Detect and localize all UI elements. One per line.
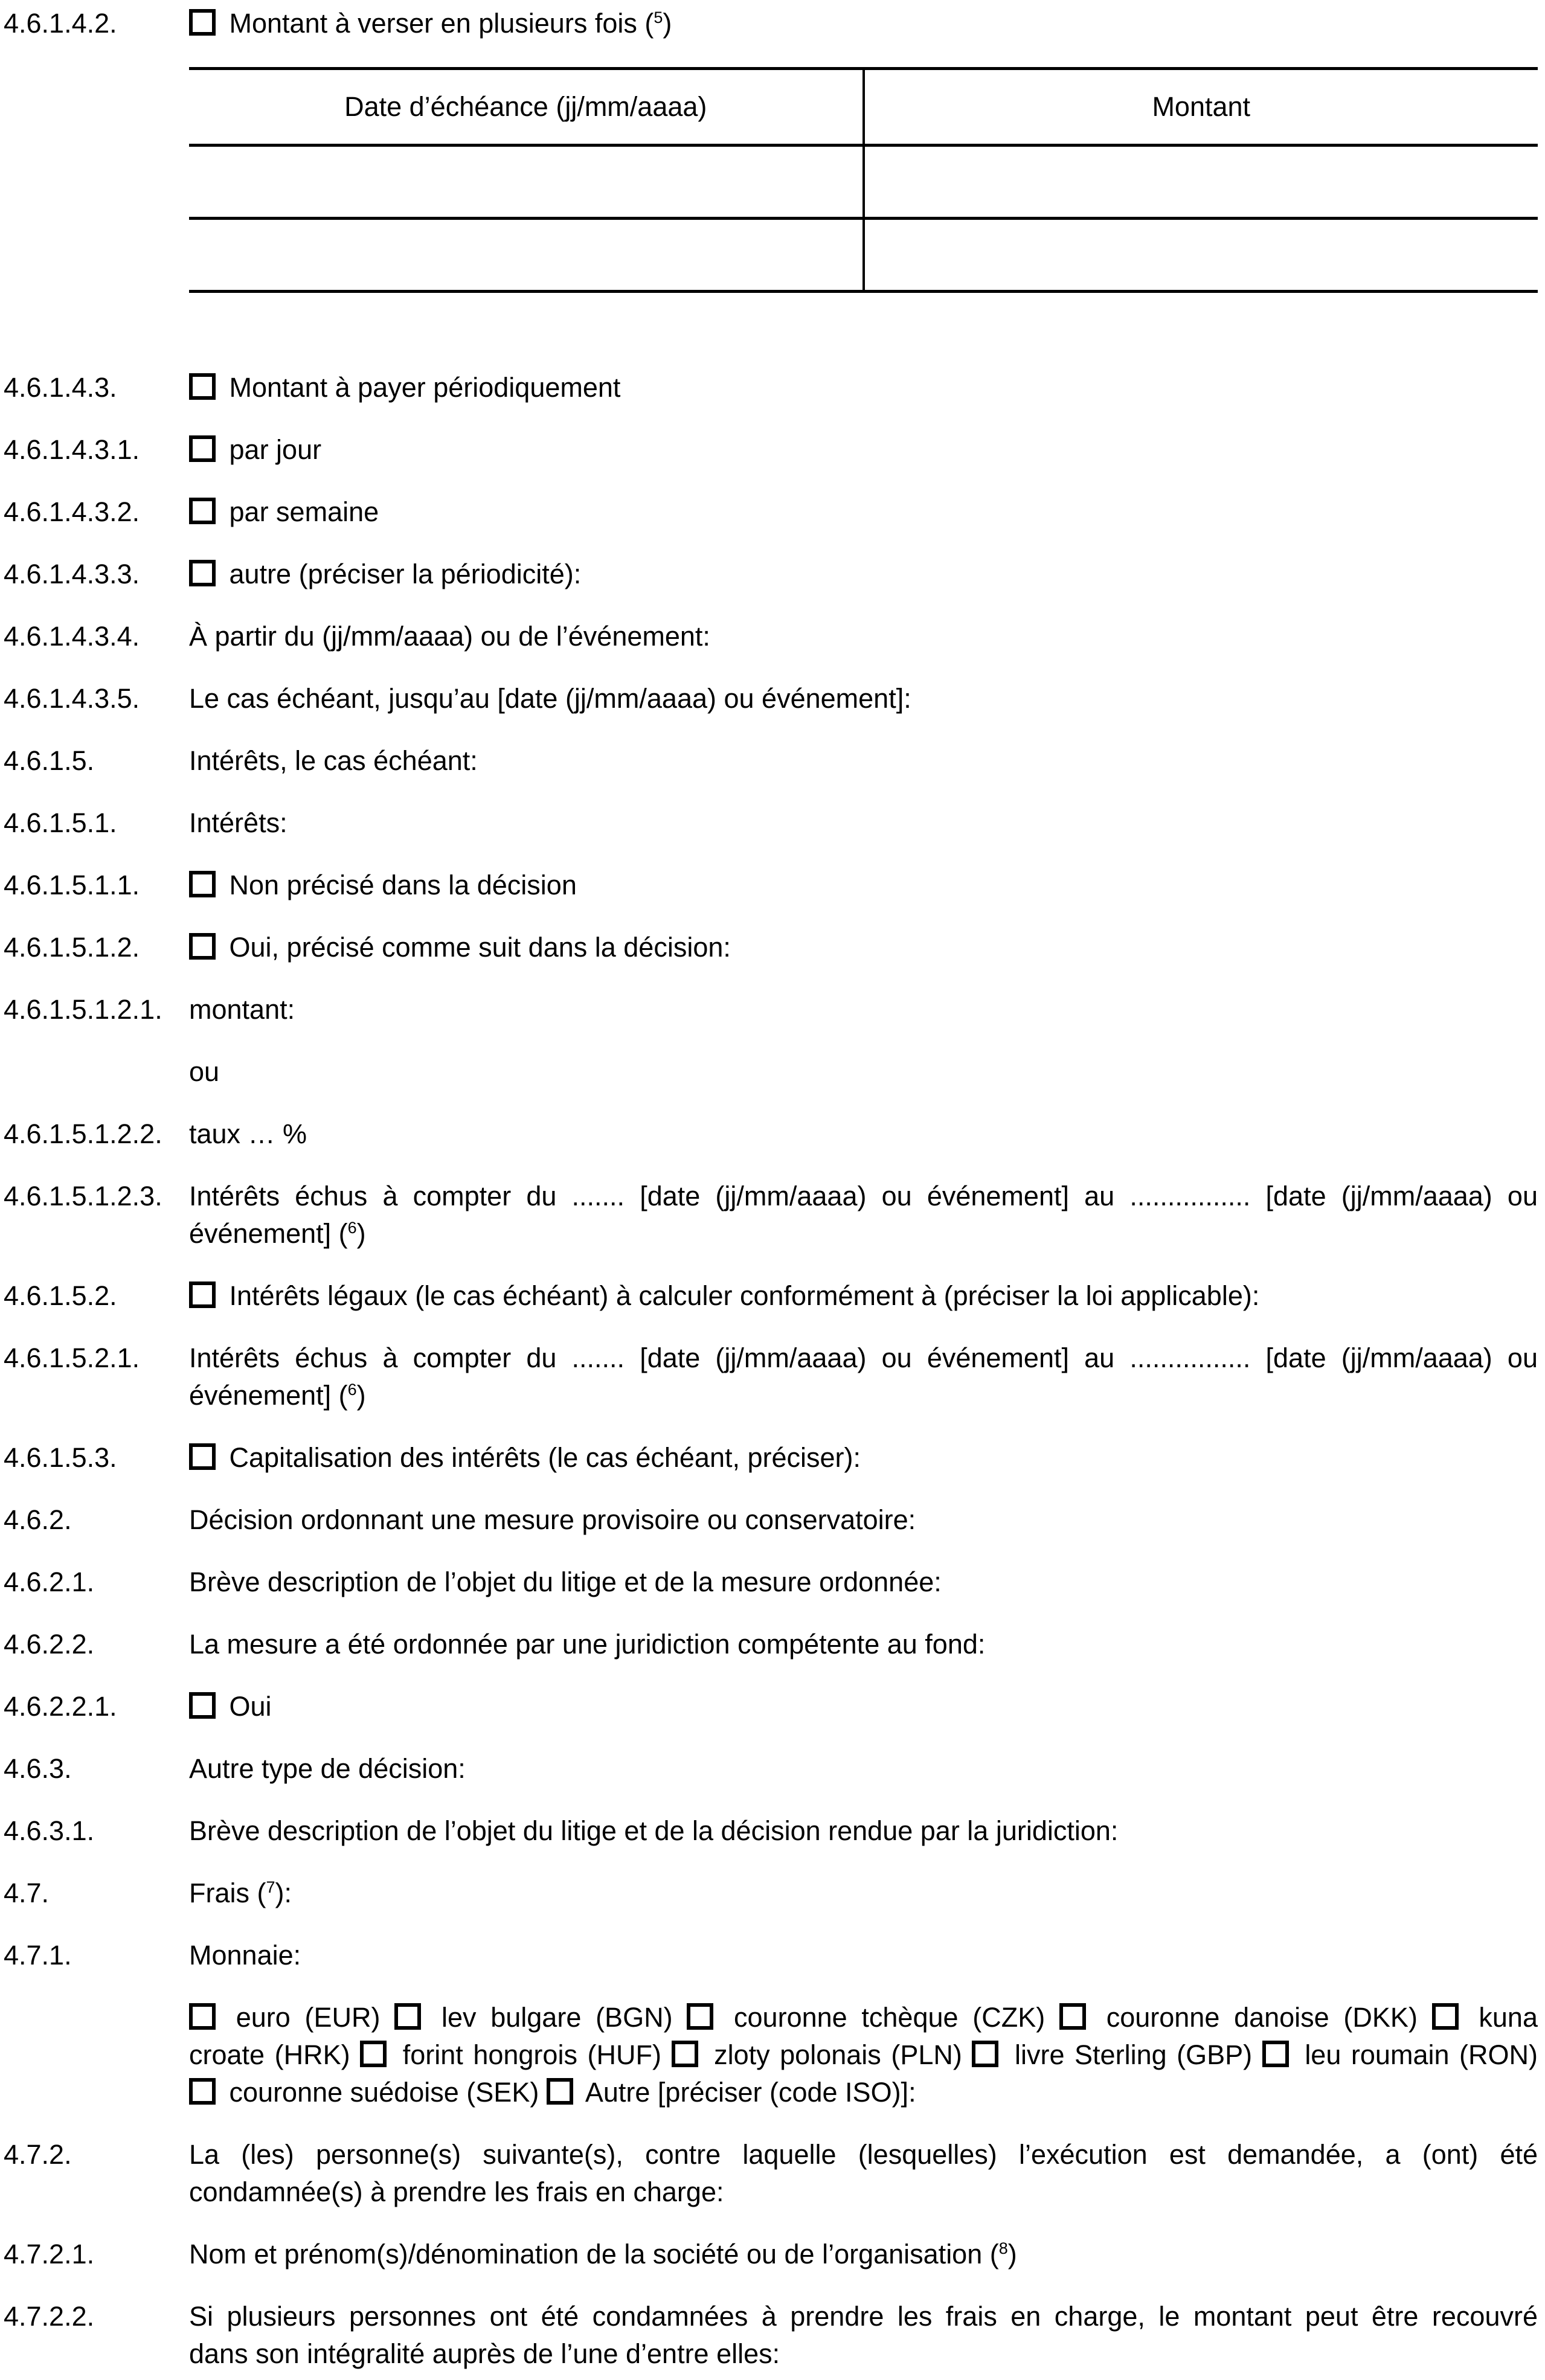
currency-option: zloty polonais (PLN) [714,2039,962,2070]
item-text: Intérêts: [189,807,287,838]
item-number: 4.6.1.5. [4,745,95,776]
table-row [189,219,1538,292]
item-text: Intérêts, le cas échéant: [189,745,478,776]
paragraph-line: Intérêts échus à compter du ....... [date (jj/mm/aaaa) ou événement] au ................ [date (jj/mm/aaaa) ou [189,1342,1538,1373]
item-4-7-2-1 [4,2236,1538,2273]
item-number: 4.6.2.2. [4,1629,95,1660]
paragraph-line: Si plusieurs personnes ont été condamnées à prendre les frais en charge, le montant peut être recouvré [189,2301,1538,2332]
item-4-6-2 [4,1501,1538,1539]
item-number: 4.6.1.5.1.2. [4,932,140,963]
table-header-amount: Montant [864,69,1538,146]
item-4-6-2-1 [4,1564,1538,1601]
currency-option: croate (HRK) [189,2039,350,2070]
item-text [189,1339,1538,1414]
item-text: Montant à payer périodiquement [189,369,1538,406]
currency-option: leu roumain (RON) [1305,2039,1538,2070]
item-number: 4.6.2.2.1. [4,1691,117,1722]
item-4-6-1-4-3-5 [4,680,1538,717]
paragraph-line: Intérêts échus à compter du ....... [date (jj/mm/aaaa) ou événement] au ................ [date (jj/mm/aaaa) ou [189,1181,1538,1211]
item-text: Oui, précisé comme suit dans la décision: [189,929,1538,966]
currency-option: euro (EUR) [236,2002,381,2033]
item-4-6-1-5-1-1 [4,867,1538,904]
item-text: Brève description de l’objet du litige et de la décision rendue par la juridiction: [189,1815,1119,1846]
item-4-6-1-5-3 [4,1439,1538,1477]
table-row [189,146,1538,219]
item-number [4,1053,189,1091]
footnote-ref: 6 [347,1219,357,1237]
item-text: Le cas échéant, jusqu’au [date (jj/mm/aaaa) ou événement]: [189,683,911,714]
footnote-ref: 6 [347,1381,357,1399]
item-number: 4.6.1.5.1.2.1. [4,994,162,1025]
checkbox-icon[interactable] [189,9,216,36]
item-text: par semaine [189,493,1538,531]
item-number: 4.6.1.4.3. [4,372,117,403]
paragraph-line [189,2036,1538,2074]
checkbox-icon[interactable] [189,933,216,960]
item-4-6-1-5-2 [4,1277,1538,1315]
paragraph-line: événement] ($^6$) [189,1380,366,1411]
table-header-due-date: Date d’échéance (jj/mm/aaaa) [189,69,864,146]
checkbox-icon[interactable] [972,2041,998,2067]
paragraph-line: La (les) personne(s) suivante(s), contre laquelle (lesquelles) l’exécution est demandée, a (ont) été [189,2139,1538,2170]
item-text: Décision ordonnant une mesure provisoire ou conservatoire: [189,1504,916,1535]
item-number: 4.7.1. [4,1940,72,1971]
checkbox-icon[interactable] [189,871,216,897]
table-cell-amount[interactable] [864,146,1538,219]
item-text: Capitalisation des intérêts (le cas échéant, préciser): [189,1439,1538,1477]
item-number: 4.6.1.5.1.2.2. [4,1118,162,1149]
item-4-6-1-5-1-2-3 [4,1178,1538,1253]
installments-table-wrap [189,67,1538,293]
item-text: Nom et prénom(s)/dénomination de la société ou de l’organisation ($^8$) [189,2239,1017,2269]
item-text: ou [189,1056,220,1087]
currency-option: forint hongrois (HUF) [402,2039,661,2070]
item-4-7 [4,1875,1538,1912]
item-4-7-2-2 [4,2298,1538,2373]
item-number: 4.7.2.2. [4,2301,95,2332]
currency-options [189,1999,1538,2111]
item-4-6-1-4-3-3 [4,556,1538,593]
item-number: 4.6.1.5.3. [4,1442,117,1473]
checkbox-icon[interactable] [394,2003,421,2030]
item-number: 4.6.1.5.1.1. [4,870,140,900]
item-text [189,2298,1538,2373]
footnote-ref: 7 [266,1878,275,1896]
item-4-6-1-4-3-2 [4,493,1538,531]
item-number: 4.6.1.4.3.1. [4,434,140,465]
table-cell-due-date[interactable] [189,146,864,219]
item-4-6-2-2 [4,1626,1538,1663]
item-number: 4.7.2. [4,2139,72,2170]
item-number: 4.6.3. [4,1753,72,1784]
checkbox-icon[interactable] [360,2041,387,2067]
item-4-6-1-4-2 [4,5,1538,42]
item-4-6-3 [4,1750,1538,1788]
item-number: 4.6.1.4.3.4. [4,621,140,652]
checkbox-icon[interactable] [1432,2003,1459,2030]
currency-option: Autre [préciser (code ISO)]: [585,2077,916,2108]
item-text: La mesure a été ordonnée par une juridiction compétente au fond: [189,1629,986,1660]
currency-option: couronne suédoise (SEK) [229,2077,539,2108]
item-number: 4.6.1.4.2. [4,8,117,39]
currency-option: kuna [1479,2002,1538,2033]
footnote-ref: 5 [654,8,663,27]
item-ou [4,1053,1538,1091]
currency-option: livre Sterling (GBP) [1014,2039,1253,2070]
item-number: 4.6.1.4.3.3. [4,559,140,589]
item-number: 4.6.3.1. [4,1815,95,1846]
item-text: autre (préciser la périodicité): [189,556,1538,593]
item-number: 4.6.1.5.1.2.3. [4,1181,162,1211]
checkbox-icon[interactable] [1059,2003,1086,2030]
currency-option: lev bulgare (BGN) [441,2002,673,2033]
item-number: 4.6.1.5.2. [4,1280,117,1311]
item-text: Autre type de décision: [189,1753,466,1784]
table-cell-due-date[interactable] [189,219,864,292]
item-text: Non précisé dans la décision [189,867,1538,904]
checkbox-icon[interactable] [672,2041,698,2067]
item-number: 4.6.1.4.3.5. [4,683,140,714]
item-4-6-1-4-3-1 [4,431,1538,469]
item-4-6-2-2-1 [4,1688,1538,1725]
item-text: montant: [189,994,295,1025]
paragraph-line: dans son intégralité auprès de l’une d’entre elles: [189,2338,780,2369]
table-header-row [189,69,1538,146]
item-text [189,2136,1538,2211]
item-4-6-1-5-1-2-2 [4,1115,1538,1153]
table-cell-amount[interactable] [864,219,1538,292]
checkbox-icon[interactable] [189,373,216,400]
item-4-6-3-1 [4,1812,1538,1850]
checkbox-icon[interactable] [547,2078,573,2105]
item-text: Brève description de l’objet du litige et de la mesure ordonnée: [189,1567,942,1597]
item-text: par jour [189,431,1538,469]
item-text: Monnaie: [189,1940,301,1971]
item-4-7-1 [4,1937,1538,1974]
paragraph-line [189,1999,1538,2036]
item-4-6-1-5-1-2-1 [4,991,1538,1028]
item-number: 4.7.2.1. [4,2239,95,2269]
currency-option: couronne danoise (DKK) [1106,2002,1418,2033]
item-currency-options [4,1999,1538,2111]
paragraph-line [189,2074,1538,2111]
item-4-6-1-5-1 [4,804,1538,842]
item-text: taux … % [189,1118,307,1149]
item-text: Montant à verser en plusieurs fois ($^5$) [189,5,1538,42]
item-text [189,1178,1538,1253]
checkbox-icon[interactable] [687,2003,713,2030]
item-number: 4.6.2.1. [4,1567,95,1597]
item-number: 4.7. [4,1878,50,1908]
item-text: Frais ($^7$): [189,1878,292,1908]
item-4-6-1-5 [4,742,1538,780]
item-text: Intérêts légaux (le cas échéant) à calculer conformément à (préciser la loi applicable): [189,1277,1538,1315]
checkbox-icon[interactable] [189,1281,216,1308]
checkbox-icon[interactable] [189,1443,216,1470]
paragraph-line: événement] ($^6$) [189,1218,366,1249]
installments-table [189,67,1538,293]
item-number [4,1999,189,2111]
item-4-6-1-5-1-2 [4,929,1538,966]
item-4-6-1-4-3 [4,369,1538,406]
item-4-6-1-5-2-1 [4,1339,1538,1414]
currency-option: couronne tchèque (CZK) [734,2002,1046,2033]
item-number: 4.6.1.5.2.1. [4,1342,140,1373]
item-number: 4.6.1.4.3.2. [4,496,140,527]
item-number: 4.6.1.5.1. [4,807,117,838]
footnote-ref: 8 [998,2239,1008,2257]
item-number: 4.6.2. [4,1504,72,1535]
item-text: À partir du (jj/mm/aaaa) ou de l’événement: [189,621,710,652]
checkbox-icon[interactable] [1262,2041,1289,2067]
checkbox-icon[interactable] [189,2003,216,2030]
paragraph-line: condamnée(s) à prendre les frais en charge: [189,2176,724,2207]
item-4-6-1-4-3-4 [4,618,1538,655]
checkbox-icon[interactable] [189,1692,216,1719]
checkbox-icon[interactable] [189,498,216,524]
checkbox-icon[interactable] [189,2078,216,2105]
checkbox-icon[interactable] [189,435,216,462]
checkbox-icon[interactable] [189,560,216,586]
item-text: Oui [189,1688,1538,1725]
item-4-7-2 [4,2136,1538,2211]
